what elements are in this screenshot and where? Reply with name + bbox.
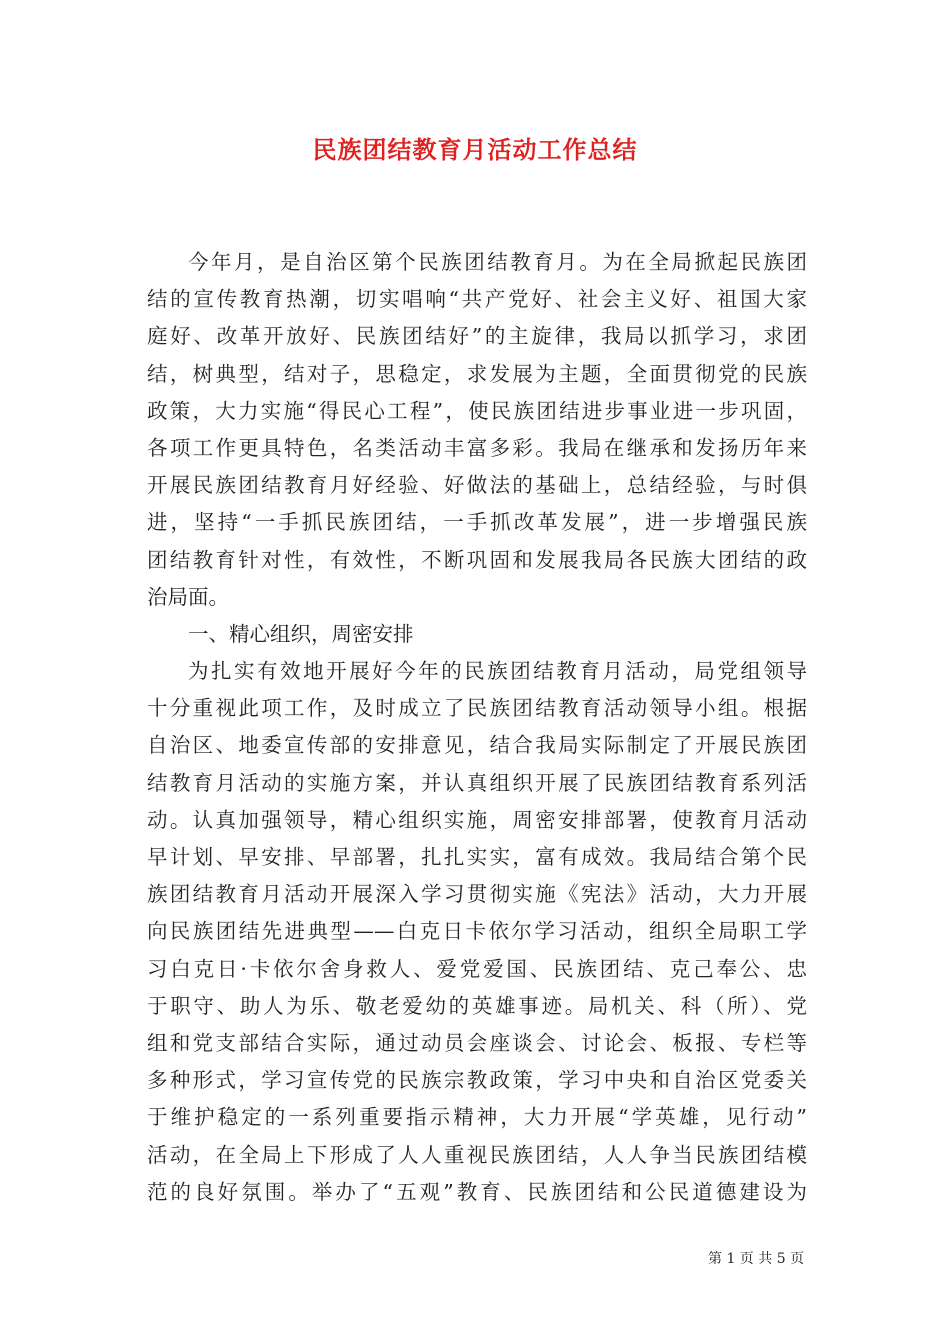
paragraph-line: 各项工作更具特色，名类活动丰富多彩。我局在继承和发扬历年来 [147,435,807,460]
paragraph-line: 为扎实有效地开展好今年的民族团结教育月活动，局党组领导 [188,659,807,684]
paragraph-line: 早计划、早安排、早部署，扎扎实实，富有成效。我局结合第个民 [147,845,807,869]
paragraph-line: 今年月，是自治区第个民族团结教育月。为在全局掀起民族团 [188,250,807,274]
paragraph-line: 动。认真加强领导，精心组织实施，周密安排部署，使教育月活动 [147,807,807,832]
section-heading: 一、精心组织，周密安排 [188,621,414,646]
paragraph-line: 组和党支部结合实际，通过动员会座谈会、讨论会、板报、专栏等 [147,1030,807,1055]
paragraph-line: 开展民族团结教育月好经验、好做法的基础上，总结经验，与时俱 [147,473,807,498]
paragraph-line: 结，树典型，结对子，思稳定，求发展为主题，全面贯彻党的民族 [147,361,807,386]
paragraph-line: 于职守、助人为乐、敬老爱幼的英雄事迹。局机关、科（所）、党 [147,993,807,1018]
paragraph-line: 庭好、改革开放好、民族团结好”的主旋律，我局以抓学习，求团 [147,324,807,349]
paragraph-line: 十分重视此项工作，及时成立了民族团结教育活动领导小组。根据 [147,696,807,721]
paragraph-line: 结教育月活动的实施方案，并认真组织开展了民族团结教育系列活 [147,770,807,795]
paragraph-line: 政策，大力实施“得民心工程”，使民族团结进步事业进一步巩固， [147,398,807,423]
paragraph-line: 治局面。 [147,584,229,609]
paragraph-line: 活动，在全局上下形成了人人重视民族团结，人人争当民族团结模 [147,1142,807,1167]
paragraph-line: 进，坚持“一手抓民族团结，一手抓改革发展”，进一步增强民族 [147,510,807,535]
paragraph-line: 向民族团结先进典型——白克日卡依尔学习活动，组织全局职工学 [147,919,807,944]
paragraph-line: 族团结教育月活动开展深入学习贯彻实施《宪法》活动，大力开展 [147,882,807,907]
paragraph-line: 结的宣传教育热潮，切实唱响“共产党好、社会主义好、祖国大家 [147,287,807,312]
document-body [147,244,807,1211]
paragraph-line: 范的良好氛围。举办了“五观”教育、民族团结和公民道德建设为 [147,1179,807,1204]
paragraph-line: 多种形式，学习宣传党的民族宗教政策，学习中央和自治区党委关 [147,1068,807,1093]
paragraph-line: 习白克日·卡依尔舍身救人、爱党爱国、民族团结、克己奉公、忠 [147,956,807,981]
paragraph-line: 于维护稳定的一系列重要指示精神，大力开展“学英雄，见行动” [147,1105,807,1130]
paragraph-line: 自治区、地委宣传部的安排意见，结合我局实际制定了开展民族团 [147,733,807,758]
page-number-footer: 第 1 页 共 5 页 [708,1251,805,1267]
paragraph-line: 团结教育针对性，有效性，不断巩固和发展我局各民族大团结的政 [147,547,807,572]
document-title: 民族团结教育月活动工作总结 [312,135,638,164]
